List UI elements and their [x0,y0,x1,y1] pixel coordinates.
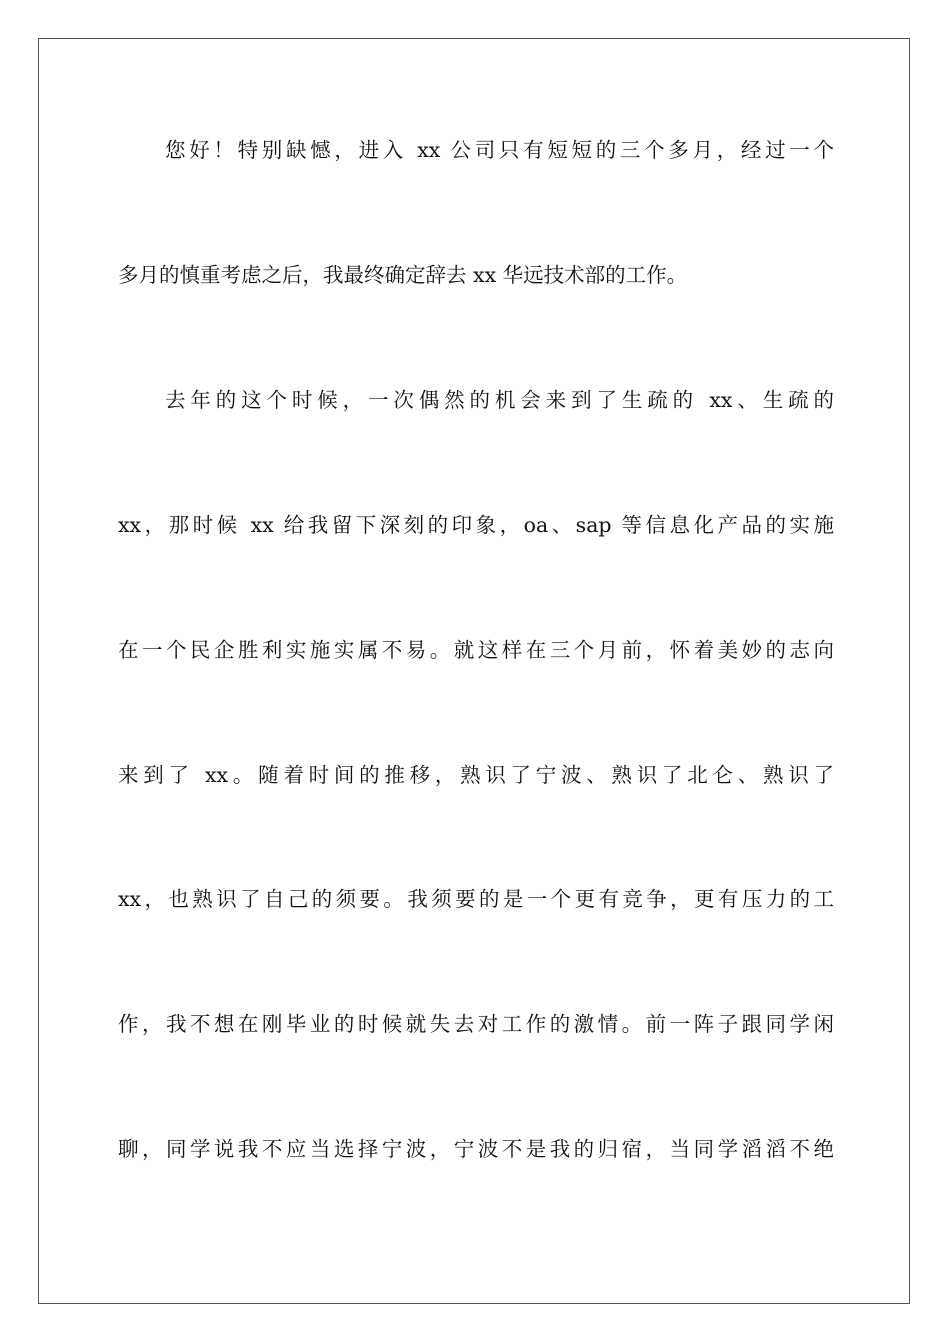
paragraph-2-line-5: xx，也熟识了自己的须要。我须要的是一个更有竞争，更有压力的工 [118,887,834,911]
paragraph-2-line-3: 在一个民企胜利实施实属不易。就这样在三个月前，怀着美妙的志向 [118,638,834,662]
paragraph-2-line-6: 作，我不想在刚毕业的时候就失去对工作的激情。前一阵子跟同学闲 [118,1012,834,1036]
paragraph-1-line-2: 多月的慎重考虑之后，我最终确定辞去 xx 华远技术部的工作。 [118,263,688,287]
paragraph-2-line-7: 聊，同学说我不应当选择宁波，宁波不是我的归宿，当同学滔滔不绝 [118,1137,834,1161]
page-border [38,38,910,1304]
paragraph-2-line-2: xx，那时候 xx 给我留下深刻的印象，oa、sap 等信息化产品的实施 [118,513,834,537]
paragraph-2-line-1: 去年的这个时候，一次偶然的机会来到了生疏的 xx、生疏的 [165,388,834,412]
paragraph-1-line-1: 您好！特别缺憾，进入 xx 公司只有短短的三个多月，经过一个 [165,138,834,162]
paragraph-2-line-4: 来到了 xx。随着时间的推移，熟识了宁波、熟识了北仑、熟识了 [118,763,834,787]
